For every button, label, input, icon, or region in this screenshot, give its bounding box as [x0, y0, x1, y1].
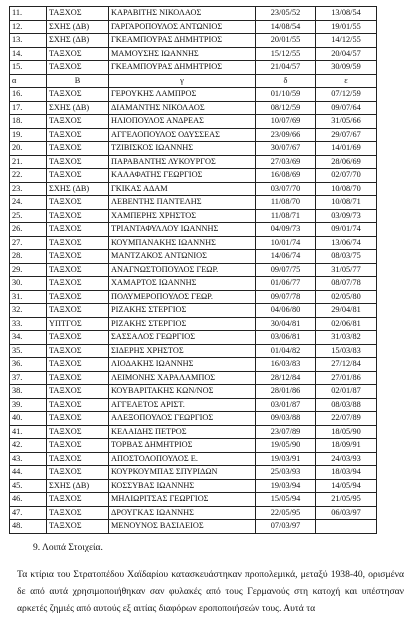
row-rank: ΣΧΗΣ (ΔΒ)	[47, 479, 109, 493]
row-name: ΓΚΕΑΜΠΟΥΡΑΣ ΔΗΜΗΤΡΙΟΣ	[109, 34, 256, 48]
row-number: 36.	[10, 358, 47, 372]
section-heading: 9. Λοιπά Στοιχεία.	[33, 543, 103, 553]
row-start-date: 11/08/71	[256, 209, 316, 223]
row-end-date: 18/05/90	[316, 425, 377, 439]
column-header-b: Β	[47, 74, 109, 88]
row-number: 14.	[10, 47, 47, 61]
row-name: ΑΛΕΞΟΠΟΥΛΟΣ ΓΕΩΡΓΙΟΣ	[109, 412, 256, 426]
row-rank: ΤΑΞΧΟΣ	[47, 425, 109, 439]
table-row	[10, 439, 377, 453]
row-rank: ΤΑΞΧΟΣ	[47, 47, 109, 61]
row-rank: ΤΑΞΧΟΣ	[47, 142, 109, 156]
row-name: ΑΓΓΕΛΕΤΟΣ ΑΡΙΣΤ.	[109, 398, 256, 412]
row-number: 28.	[10, 250, 47, 264]
row-rank: ΤΑΞΧΟΣ	[47, 196, 109, 210]
row-start-date: 30/04/81	[256, 317, 316, 331]
row-end-date: 14/12/55	[316, 34, 377, 48]
table-row	[10, 142, 377, 156]
table-row	[10, 493, 377, 507]
table-row	[10, 115, 377, 129]
row-number: 20.	[10, 142, 47, 156]
row-end-date: 02/07/70	[316, 169, 377, 183]
row-number: 22.	[10, 169, 47, 183]
table-row	[10, 506, 377, 520]
row-number: 12.	[10, 20, 47, 34]
row-end-date: 09/01/74	[316, 223, 377, 237]
row-name: ΚΟΥΜΠΑΝΑΚΗΣ ΙΩΑΝΝΗΣ	[109, 236, 256, 250]
row-end-date: 28/06/69	[316, 155, 377, 169]
table-row	[10, 250, 377, 264]
row-start-date: 03/01/87	[256, 398, 316, 412]
row-number: 37.	[10, 371, 47, 385]
row-rank: ΤΑΞΧΟΣ	[47, 398, 109, 412]
row-name: ΠΟΛΥΜΕΡΟΠΟΥΛΟΣ ΓΕΩΡ.	[109, 290, 256, 304]
table-row	[10, 34, 377, 48]
row-name: ΣΑΣΣΑΛΟΣ ΓΕΩΡΓΙΟΣ	[109, 331, 256, 345]
row-number: 30.	[10, 277, 47, 291]
row-end-date: 15/03/83	[316, 344, 377, 358]
row-rank: ΤΑΞΧΟΣ	[47, 371, 109, 385]
table-row	[10, 304, 377, 318]
column-header-row	[10, 74, 377, 88]
row-end-date: 08/03/88	[316, 398, 377, 412]
row-name: ΓΑΡΓΑΡΟΠΟΥΛΟΣ ΑΝΤΩΝΙΟΣ	[109, 20, 256, 34]
row-start-date: 09/07/78	[256, 290, 316, 304]
row-name: ΜΕΝΟΥΝΟΣ ΒΑΣΙΛΕΙΟΣ	[109, 520, 256, 534]
row-end-date: 10/08/70	[316, 182, 377, 196]
row-name: ΡΙΖΑΚΗΣ ΣΤΕΡΓΙΟΣ	[109, 317, 256, 331]
row-end-date: 22/07/89	[316, 412, 377, 426]
row-start-date: 03/06/81	[256, 331, 316, 345]
row-number: 26.	[10, 223, 47, 237]
table-row	[10, 466, 377, 480]
table-row	[10, 209, 377, 223]
row-name: ΣΙΔΕΡΗΣ ΧΡΗΣΤΟΣ	[109, 344, 256, 358]
row-number: 41.	[10, 425, 47, 439]
row-name: ΤΡΙΑΝΤΑΦΥΛΛΟΥ ΙΩΑΝΝΗΣ	[109, 223, 256, 237]
row-end-date: 08/07/78	[316, 277, 377, 291]
row-end-date: 27/12/84	[316, 358, 377, 372]
row-start-date: 01/04/82	[256, 344, 316, 358]
row-number: 34.	[10, 331, 47, 345]
row-number: 32.	[10, 304, 47, 318]
row-start-date: 19/05/90	[256, 439, 316, 453]
row-start-date: 15/12/55	[256, 47, 316, 61]
table-row	[10, 236, 377, 250]
row-number: 45.	[10, 479, 47, 493]
row-rank: ΤΑΞΧΟΣ	[47, 331, 109, 345]
row-start-date: 10/01/74	[256, 236, 316, 250]
row-name: ΓΚΙΚΑΣ ΑΔΑΜ	[109, 182, 256, 196]
row-number: 24.	[10, 196, 47, 210]
row-end-date	[316, 520, 377, 534]
row-end-date: 29/07/67	[316, 128, 377, 142]
row-end-date: 19/01/55	[316, 20, 377, 34]
row-start-date: 30/07/67	[256, 142, 316, 156]
table-row	[10, 88, 377, 102]
row-start-date: 16/03/83	[256, 358, 316, 372]
row-start-date: 23/07/89	[256, 425, 316, 439]
row-end-date: 30/09/59	[316, 61, 377, 75]
row-end-date: 02/06/81	[316, 317, 377, 331]
table-row	[10, 277, 377, 291]
table-row	[10, 20, 377, 34]
table-row	[10, 101, 377, 115]
row-start-date: 19/03/94	[256, 479, 316, 493]
row-number: 38.	[10, 385, 47, 399]
row-rank: ΤΑΞΧΟΣ	[47, 358, 109, 372]
row-rank: ΤΑΞΧΟΣ	[47, 493, 109, 507]
row-end-date: 02/05/80	[316, 290, 377, 304]
table-row	[10, 155, 377, 169]
row-rank: ΤΑΞΧΟΣ	[47, 439, 109, 453]
row-start-date: 28/12/84	[256, 371, 316, 385]
row-end-date: 08/03/75	[316, 250, 377, 264]
table-body-bottom	[10, 88, 377, 534]
row-start-date: 07/03/97	[256, 520, 316, 534]
row-rank: ΤΑΞΧΟΣ	[47, 115, 109, 129]
row-start-date: 04/09/73	[256, 223, 316, 237]
table-row	[10, 520, 377, 534]
row-rank: ΤΑΞΧΟΣ	[47, 61, 109, 75]
table-row	[10, 385, 377, 399]
table-row	[10, 412, 377, 426]
row-start-date: 01/10/59	[256, 88, 316, 102]
row-name: ΤΖΙΒΙΣΚΟΣ ΙΩΑΝΝΗΣ	[109, 142, 256, 156]
row-number: 43.	[10, 452, 47, 466]
row-name: ΚΕΛΑΙΔΗΣ ΠΕΤΡΟΣ	[109, 425, 256, 439]
row-number: 21.	[10, 155, 47, 169]
row-name: ΛΙΟΔΑΚΗΣ ΙΩΑΝΝΗΣ	[109, 358, 256, 372]
table-row	[10, 196, 377, 210]
row-number: 15.	[10, 61, 47, 75]
row-start-date: 22/05/95	[256, 506, 316, 520]
row-number: 13.	[10, 34, 47, 48]
row-number: 33.	[10, 317, 47, 331]
row-start-date: 04/06/80	[256, 304, 316, 318]
row-end-date: 27/01/86	[316, 371, 377, 385]
row-rank: ΤΑΞΧΟΣ	[47, 344, 109, 358]
table-row	[10, 452, 377, 466]
row-rank: ΤΑΞΧΟΣ	[47, 304, 109, 318]
row-number: 42.	[10, 439, 47, 453]
row-name: ΜΑΜΟΥΣΗΣ ΙΩΑΝΝΗΣ	[109, 47, 256, 61]
row-number: 27.	[10, 236, 47, 250]
commanders-table	[9, 6, 377, 534]
row-start-date: 19/03/91	[256, 452, 316, 466]
row-number: 11.	[10, 7, 47, 21]
table-row	[10, 223, 377, 237]
row-rank: ΤΑΞΧΟΣ	[47, 290, 109, 304]
row-number: 31.	[10, 290, 47, 304]
row-name: ΤΟΡΒΑΣ ΔΗΜΗΤΡΙΟΣ	[109, 439, 256, 453]
row-name: ΔΙΑΜΑΝΤΗΣ ΝΙΚΟΛΑΟΣ	[109, 101, 256, 115]
row-number: 19.	[10, 128, 47, 142]
row-rank: ΣΧΗΣ (ΔΒ)	[47, 182, 109, 196]
row-end-date: 31/05/66	[316, 115, 377, 129]
row-start-date: 16/08/69	[256, 169, 316, 183]
row-number: 16.	[10, 88, 47, 102]
row-name: ΡΙΖΑΚΗΣ ΣΤΕΡΓΙΟΣ	[109, 304, 256, 318]
row-number: 39.	[10, 398, 47, 412]
row-name: ΑΠΟΣΤΟΛΟΠΟΥΛΟΣ Ε.	[109, 452, 256, 466]
row-rank: ΤΑΞΧΟΣ	[47, 506, 109, 520]
row-name: ΚΑΛΑΦΑΤΗΣ ΓΕΩΡΓΙΟΣ	[109, 169, 256, 183]
row-name: ΚΟΥΡΚΟΥΜΠΑΣ ΣΠΥΡΙΔΩΝ	[109, 466, 256, 480]
section-paragraph: Τα κτίρια του Στρατοπέδου Χαϊδαρίου κατασκευάστηκαν προπολεμικά, μεταξύ 1938-40, ορισμένα δε από αυτά χρησιμοποιήθηκαν σαν φυλακές από τους Γερμανούς στη κατοχή και υπέστησαν αρκετές ζημιές από αυτούς εξ αιτίας διαφόρων εροποποιήσεών τους. Αυτά τα	[17, 569, 404, 614]
table-row	[10, 358, 377, 372]
row-name: ΓΕΡΟΥΚΗΣ ΛΑΜΠΡΟΣ	[109, 88, 256, 102]
row-name: ΓΚΕΑΜΠΟΥΡΑΣ ΔΗΜΗΤΡΙΟΣ	[109, 61, 256, 75]
row-end-date: 18/09/91	[316, 439, 377, 453]
table-header	[10, 74, 377, 88]
row-name: ΔΡΟΥΓΚΑΣ ΙΩΑΝΝΗΣ	[109, 506, 256, 520]
row-end-date: 07/12/59	[316, 88, 377, 102]
row-end-date: 02/01/87	[316, 385, 377, 399]
row-number: 47.	[10, 506, 47, 520]
row-name: ΜΑΝΤΖΑΚΟΣ ΑΝΤΩΝΙΟΣ	[109, 250, 256, 264]
table-row	[10, 290, 377, 304]
row-start-date: 14/08/54	[256, 20, 316, 34]
row-rank: ΣΧΗΣ (ΔΒ)	[47, 20, 109, 34]
table-row	[10, 128, 377, 142]
row-rank: ΤΑΞΧΟΣ	[47, 236, 109, 250]
row-rank: ΤΑΞΧΟΣ	[47, 277, 109, 291]
row-rank: ΤΑΞΧΟΣ	[47, 520, 109, 534]
row-start-date: 21/04/57	[256, 61, 316, 75]
row-start-date: 28/01/86	[256, 385, 316, 399]
row-start-date: 20/01/55	[256, 34, 316, 48]
row-start-date: 23/05/52	[256, 7, 316, 21]
row-rank: ΤΑΞΧΟΣ	[47, 88, 109, 102]
table-body-top	[10, 7, 377, 75]
table-row	[10, 47, 377, 61]
row-rank: ΤΑΞΧΟΣ	[47, 452, 109, 466]
table-row	[10, 61, 377, 75]
row-number: 48.	[10, 520, 47, 534]
table-row	[10, 317, 377, 331]
column-header-e: ε	[316, 74, 377, 88]
row-number: 35.	[10, 344, 47, 358]
row-start-date: 11/08/70	[256, 196, 316, 210]
row-start-date: 25/03/93	[256, 466, 316, 480]
row-name: ΠΑΡΑΒΑΝΤΗΣ ΛΥΚΟΥΡΓΟΣ	[109, 155, 256, 169]
row-end-date: 10/08/71	[316, 196, 377, 210]
table-row	[10, 398, 377, 412]
table-row	[10, 263, 377, 277]
row-name: ΛΕΒΕΝΤΗΣ ΠΑΝΤΕΛΗΣ	[109, 196, 256, 210]
row-name: ΚΑΡΑΒΙΤΗΣ ΝΙΚΟΛΑΟΣ	[109, 7, 256, 21]
column-header-c: γ	[109, 74, 256, 88]
row-end-date: 21/05/95	[316, 493, 377, 507]
row-number: 25.	[10, 209, 47, 223]
row-start-date: 10/07/69	[256, 115, 316, 129]
column-header-d: δ	[256, 74, 316, 88]
table-row	[10, 479, 377, 493]
row-number: 40.	[10, 412, 47, 426]
row-end-date: 09/07/64	[316, 101, 377, 115]
row-start-date: 08/12/59	[256, 101, 316, 115]
row-end-date: 18/03/94	[316, 466, 377, 480]
table-row	[10, 182, 377, 196]
table-row	[10, 344, 377, 358]
row-rank: ΤΑΞΧΟΣ	[47, 128, 109, 142]
row-name: ΑΝΑΓΝΩΣΤΟΠΟΥΛΟΣ ΓΕΩΡ.	[109, 263, 256, 277]
row-name: ΛΕΙΜΟΝΗΣ ΧΑΡΑΛΑΜΠΟΣ	[109, 371, 256, 385]
row-rank: ΤΑΞΧΟΣ	[47, 209, 109, 223]
row-end-date: 20/04/57	[316, 47, 377, 61]
row-name: ΧΑΜΠΕΡΗΣ ΧΡΗΣΤΟΣ	[109, 209, 256, 223]
row-rank: ΤΑΞΧΟΣ	[47, 155, 109, 169]
row-name: ΚΟΥΒΑΡΙΤΑΚΗΣ ΚΩΝ/ΝΟΣ	[109, 385, 256, 399]
row-start-date: 27/03/69	[256, 155, 316, 169]
row-rank: ΤΑΞΧΟΣ	[47, 412, 109, 426]
row-end-date: 24/03/93	[316, 452, 377, 466]
row-end-date: 13/08/54	[316, 7, 377, 21]
row-number: 17.	[10, 101, 47, 115]
row-start-date: 01/06/77	[256, 277, 316, 291]
row-name: ΗΛΙΟΠΟΥΛΟΣ ΑΝΔΡΕΑΣ	[109, 115, 256, 129]
row-start-date: 15/05/94	[256, 493, 316, 507]
row-end-date: 13/06/74	[316, 236, 377, 250]
row-rank: ΤΑΞΧΟΣ	[47, 466, 109, 480]
row-name: ΧΑΜΑΡΤΟΣ ΙΩΑΝΝΗΣ	[109, 277, 256, 291]
row-number: 18.	[10, 115, 47, 129]
row-rank: ΤΑΞΧΟΣ	[47, 385, 109, 399]
row-rank: ΤΑΞΧΟΣ	[47, 223, 109, 237]
row-start-date: 03/07/70	[256, 182, 316, 196]
row-name: ΚΟΣΣΥΒΑΣ ΙΩΑΝΝΗΣ	[109, 479, 256, 493]
row-end-date: 06/03/97	[316, 506, 377, 520]
row-start-date: 14/06/74	[256, 250, 316, 264]
row-rank: ΣΧΗΣ (ΔΒ)	[47, 101, 109, 115]
row-number: 29.	[10, 263, 47, 277]
row-start-date: 23/09/66	[256, 128, 316, 142]
row-number: 23.	[10, 182, 47, 196]
table-row	[10, 331, 377, 345]
table-row	[10, 425, 377, 439]
row-rank: ΤΑΞΧΟΣ	[47, 169, 109, 183]
row-name: ΜΗΛΙΩΡΙΤΣΑΣ ΓΕΩΡΓΙΟΣ	[109, 493, 256, 507]
row-rank: ΤΑΞΧΟΣ	[47, 7, 109, 21]
row-rank: ΥΠΤΓΟΣ	[47, 317, 109, 331]
row-number: 46.	[10, 493, 47, 507]
row-rank: ΤΑΞΧΟΣ	[47, 263, 109, 277]
row-rank: ΣΧΗΣ (ΔΒ)	[47, 34, 109, 48]
row-end-date: 29/04/81	[316, 304, 377, 318]
table-row	[10, 7, 377, 21]
row-end-date: 14/05/94	[316, 479, 377, 493]
table-row	[10, 371, 377, 385]
row-end-date: 14/01/69	[316, 142, 377, 156]
column-header-a: α	[10, 74, 47, 88]
row-name: ΑΓΓΕΛΟΠΟΥΛΟΣ ΟΔΥΣΣΕΑΣ	[109, 128, 256, 142]
row-rank: ΤΑΞΧΟΣ	[47, 250, 109, 264]
row-end-date: 31/05/77	[316, 263, 377, 277]
row-end-date: 31/03/82	[316, 331, 377, 345]
row-start-date: 09/07/75	[256, 263, 316, 277]
row-end-date: 03/09/73	[316, 209, 377, 223]
table-row	[10, 169, 377, 183]
row-start-date: 09/03/88	[256, 412, 316, 426]
row-number: 44.	[10, 466, 47, 480]
